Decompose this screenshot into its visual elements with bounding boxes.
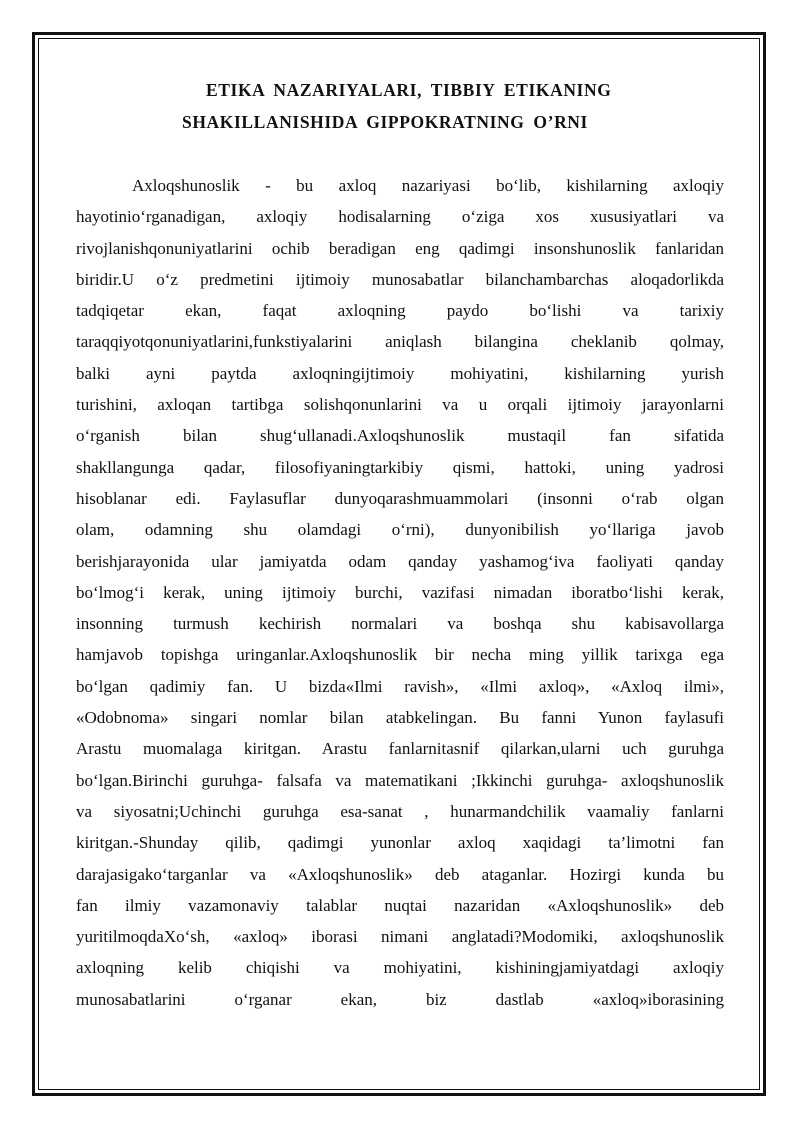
paragraph-line: fan ilmiy vazamonaviy talablar nuqtai nazaridan «Axloqshunoslik» deb	[76, 895, 724, 915]
paragraph-line: balki ayni paytda axloqningijtimoiy mohiyatini, kishilarning yurish	[76, 363, 724, 383]
paragraph-line: darajasigako‘targanlar va «Axloqshunoslik» deb ataganlar. Hozirgi kunda bu	[76, 864, 724, 884]
paragraph-line: turishini, axloqan tartibga solishqonunlarini va u orqali ijtimoiy jarayonlarni	[76, 395, 724, 415]
paragraph-line: munosabatlarini o‘rganar ekan, biz dastlab «axloq»iborasining	[76, 989, 724, 1009]
paragraph-line: rivojlanishqonuniyatlarini ochib beradigan eng qadimgi insonshunoslik fanlaridan	[76, 238, 724, 258]
paragraph-line: «Odobnoma» singari nomlar bilan atabkelingan. Bu fanni Yunon faylasufi	[76, 708, 724, 728]
paragraph-line: bo‘lgan qadimiy fan. U bizda«Ilmi ravish», «Ilmi axloq», «Axloq ilmi»,	[76, 676, 724, 696]
paragraph-line: va siyosatni;Uchinchi guruhga esa-sanat , hunarmandchilik vaamaliy fanlarni	[76, 801, 724, 821]
body-text	[76, 170, 724, 1015]
paragraph-line: insonning turmush kechirish normalari va boshqa shu kabisavollarga	[76, 614, 724, 634]
paragraph-line: yuritilmoqdaXo‘sh, «axloq» iborasi nimani anglatadi?Modomiki, axloqshunoslik	[76, 927, 724, 947]
paragraph-line: tadqiqetar ekan, faqat axloqning paydo bo‘lishi va tarixiy	[76, 301, 724, 321]
paragraph-line: o‘rganish bilan shug‘ullanadi.Axloqshunoslik mustaqil fan sifatida	[76, 426, 724, 446]
paragraph-line: berishjarayonida ular jamiyatda odam qanday yashamog‘iva faoliyati qanday	[76, 551, 724, 571]
paragraph-line: biridir.U o‘z predmetini ijtimoiy munosabatlar bilanchambarchas aloqadorlikda	[76, 269, 724, 289]
paragraph-line: hamjavob topishga uringanlar.Axloqshunoslik bir necha ming yillik tarixga ega	[76, 645, 724, 665]
document-title	[78, 74, 722, 138]
paragraph-line: axloqning kelib chiqishi va mohiyatini, kishiningjamiyatdagi axloqiy	[76, 958, 724, 978]
paragraph-line: bo‘lgan.Birinchi guruhga- falsafa va matematikani ;Ikkinchi guruhga- axloqshunoslik	[76, 770, 724, 790]
paragraph-line: olam, odamning shu olamdagi o‘rni), dunyonibilish yo‘llariga javob	[76, 520, 724, 540]
paragraph-line: bo‘lmog‘i kerak, uning ijtimoiy burchi, vazifasi nimadan iboratbo‘lishi kerak,	[76, 582, 724, 602]
paragraph-line: hayotinio‘rganadigan, axloqiy hodisalarning o‘ziga xos xususiyatlari va	[76, 207, 724, 227]
title-line-1: ETIKA NAZARIYALARI, TIBBIY ETIKANING	[206, 80, 612, 100]
paragraph-line: shakllangunga qadar, filosofiyaningtarkibiy qismi, hattoki, uning yadrosi	[76, 457, 724, 477]
paragraph-line: taraqqiyotqonuniyatlarini,funkstiyalarini aniqlash bilangina cheklanib qolmay,	[76, 332, 724, 352]
title-line-2: SHAKILLANISHIDA GIPPOKRATNING O’RNI	[182, 112, 588, 132]
paragraph-line: Axloqshunoslik - bu axloq nazariyasi bo‘lib, kishilarning axloqiy	[132, 176, 724, 195]
paragraph-line: kiritgan.-Shunday qilib, qadimgi yunonlar axloq xaqidagi ta’limotni fan	[76, 833, 724, 853]
paragraph-line: Arastu muomalaga kiritgan. Arastu fanlarnitasnif qilarkan,ularni uch guruhga	[76, 739, 724, 759]
paragraph-line: hisoblanar edi. Faylasuflar dunyoqarashmuammolari (insonni o‘rab olgan	[76, 488, 724, 508]
